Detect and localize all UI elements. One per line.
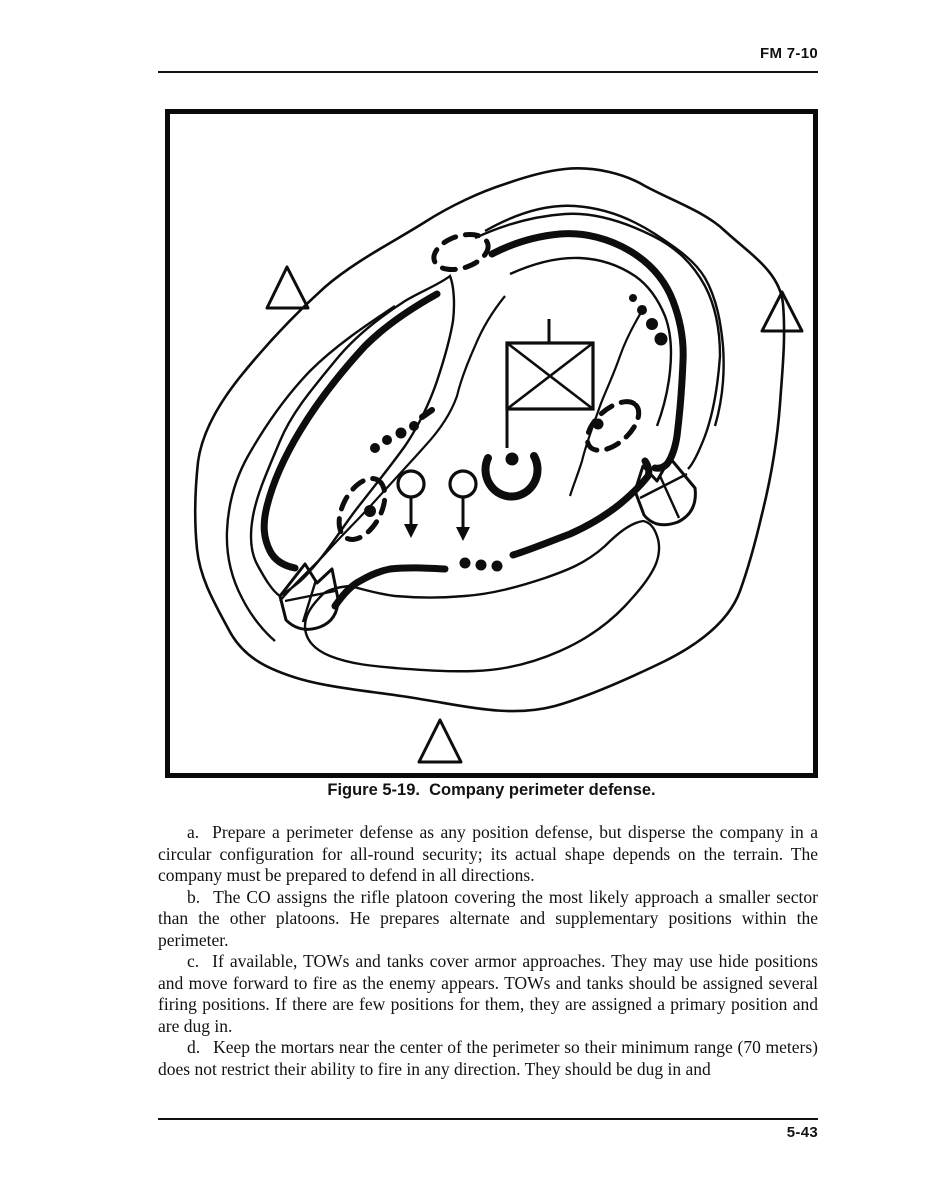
boundary-dots-northeast — [629, 294, 668, 346]
position-arc-south-west — [335, 568, 445, 606]
boundary-dots-northwest — [370, 410, 432, 453]
perimeter-defense-sketch — [170, 114, 813, 773]
paragraph-b — [158, 887, 818, 952]
mortar-platoon-position — [486, 453, 538, 497]
observation-post-triangle-south — [419, 720, 461, 762]
paragraph-c-text: If available, TOWs and tanks cover armor approaches. They may use hide positions and move forward to fire as the enemy appears. TOWs and tanks should be assigned several firing positions. If there are few positions for them, they are assigned a primary position and are dug in. — [158, 951, 818, 1036]
body-text-block — [158, 822, 818, 1080]
paragraph-b-label: b. — [187, 886, 201, 907]
paragraph-d-label: d. — [187, 1037, 201, 1057]
observation-post-triangle-nw — [267, 267, 308, 308]
header-doc-ref: FM 7-10 — [760, 45, 818, 62]
mortar-symbol-2 — [450, 471, 476, 541]
header-rule — [158, 71, 818, 73]
alternate-position-west — [330, 471, 395, 547]
paragraph-c-label: c. — [187, 951, 200, 971]
figure-5-19-box — [165, 109, 818, 778]
paragraph-d — [158, 1037, 818, 1080]
paragraph-c — [158, 951, 818, 1037]
terrain-ridge-line — [280, 296, 505, 601]
platoon-position-north — [475, 214, 720, 469]
mortar-symbol-1 — [398, 471, 424, 538]
paragraph-a-text: Prepare a perimeter defense as any position defense, but disperse the company in a circular configuration for all-round security; its actual shape depends on the terrain. The company must be prepared to defend in all directions. — [158, 822, 818, 885]
paragraph-d-text: Keep the mortars near the center of the perimeter so their minimum range (70 meters) does not restrict their ability to fire in any direction. They should be dug in and — [158, 1037, 818, 1079]
paragraph-a — [158, 822, 818, 887]
footer-page-number: 5-43 — [786, 1124, 818, 1141]
footer-rule — [158, 1118, 818, 1120]
paragraph-a-label: a. — [187, 822, 200, 842]
alternate-position-east — [579, 393, 648, 460]
figure-caption: Figure 5-19. Company perimeter defense. — [327, 781, 656, 799]
company-cp-flag — [507, 319, 593, 448]
boundary-dots-south — [460, 558, 503, 572]
tow-symbol-east — [635, 458, 695, 525]
paragraph-b-text: The CO assigns the rifle platoon covering the most likely approach a smaller sector than the other platoons. He prepares alternate and supplementary positions within the perimeter. — [158, 886, 818, 950]
